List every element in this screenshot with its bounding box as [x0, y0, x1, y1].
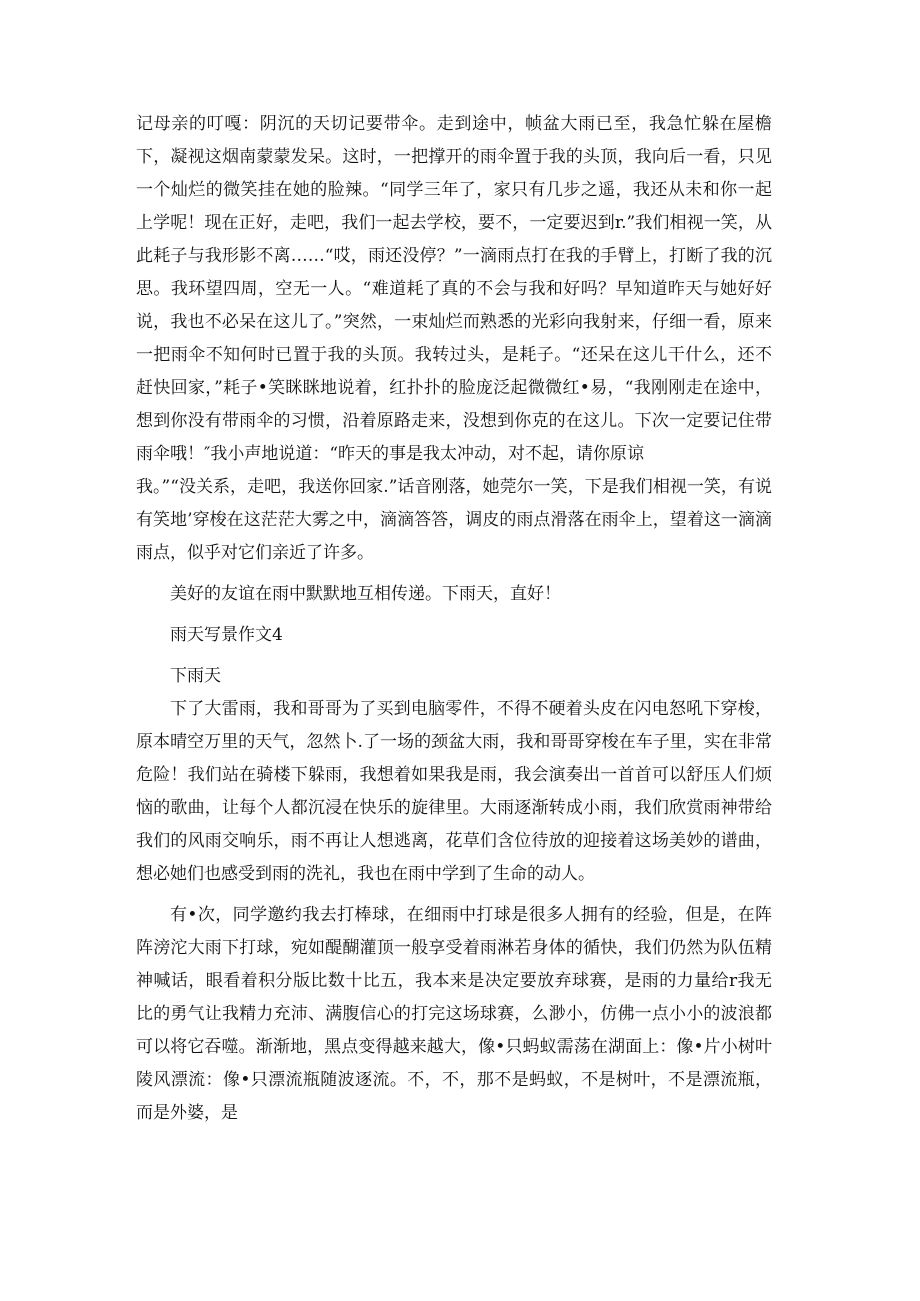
paragraph-rain-body-1: 下了大雷雨，我和哥哥为了买到电脑零件，不得不硬着头皮在闪电怒吼下穿梭，原本晴空万里的天气，忽然卜.了一场的颈盆大雨，我和哥哥穿梭在车子里，实在非常危险！我们站在骑楼下躲雨，我想着如果我是雨，我会演奏出一首首可以舒压人们烦恼的歌曲，让每个人都沉浸在快乐的旋律里。大雨逐渐转成小雨，我们欣赏雨神带给我们的风雨交响乐，雨不再让人想逃离，花草们含位待放的迎接着这场美妙的谱曲，想必她们也感受到雨的洗礼，我也在雨中学到了生命的动人。	[136, 699, 772, 884]
paragraph-story-part1: 记母亲的叮嘎：阴沉的天切记要带伞。走到途中，帧盆大雨已至，我急忙躲在屋檐下，凝视这烟南蒙蒙发呆。这时，一把撑开的雨伞置于我的头顶，我向后一看，只见一个灿烂的微笑挂在她的脸辣。“同学三年了，家只有几步之遥，我还从未和你一起上学呢！现在正好，走吧，我们一起去学校，要不，一定要迟到r.”我们相视一笑，从此耗子与我形影不离……“哎，雨还没停？”一滴雨点打在我的手臂上，打断了我的沉思。我环望四周，空无一人。“难道耗了真的不会与我和好吗？早知道昨天与她好好说，我也不必呆在这儿了。”突然，一束灿烂而熟悉的光彩向我射来，仔细一看，原来一把雨伞不知何时已置于我的头顶。我转过头，是耗子。“还呆在这儿干什么，还不赶快回家，”耗子•笑眯眯地说着，红扑扑的脸庞泛起微微红•易，“我刚刚走在途中，想到你没有带雨伞的习惯，沿着原路走来，没想到你克的在这儿。下次一定要记住带雨伞哦！″我小声地说道：“昨天的事是我太冲动，对不起，请你原谅	[136, 114, 772, 464]
document-body	[136, 108, 772, 1130]
paragraph-rain-body-2: 有•次，同学邀约我去打棒球，在细雨中打球是很多人拥有的经验，但是，在阵阵滂沱大雨下打球，宛如醍醐灌顶一般享受着雨淋若身体的循快，我们仍然为队伍精神喊话，眼看着积分版比数十比五，我本来是决定要放弃球赛，是雨的力量给r我无比的勇气让我精力充沛、满腹信心的打完这场球赛，么渺小，仿佛一点小小的波浪都可以将它吞噬。渐渐地，黑点变得越来越大，像•只蚂蚁需荡在湖面上：像•片小树叶陵风漂流：像•只漂流瓶随波逐流。不，不，那不是蚂蚁，不是树叶，不是漂流瓶，而是外婆，是	[136, 905, 772, 1123]
essay-subtitle: 下雨天	[170, 666, 221, 686]
paragraph-conclusion: 美好的友谊在雨中默默地互相传递。下雨天，直好！	[170, 584, 561, 604]
essay-title: 雨天写景作文4	[170, 625, 283, 645]
paragraph-story-part2: 我。”“没关系，走吧，我送你回家.”话音刚落，她莞尔一笑，下是我们相视一笑，有说有笑地’穿梭在这茫茫大雾之中，滴滴答答，调皮的雨点滑落在雨伞上，望着这一滴滴雨点，似乎对它们亲近了许多。	[136, 477, 772, 563]
